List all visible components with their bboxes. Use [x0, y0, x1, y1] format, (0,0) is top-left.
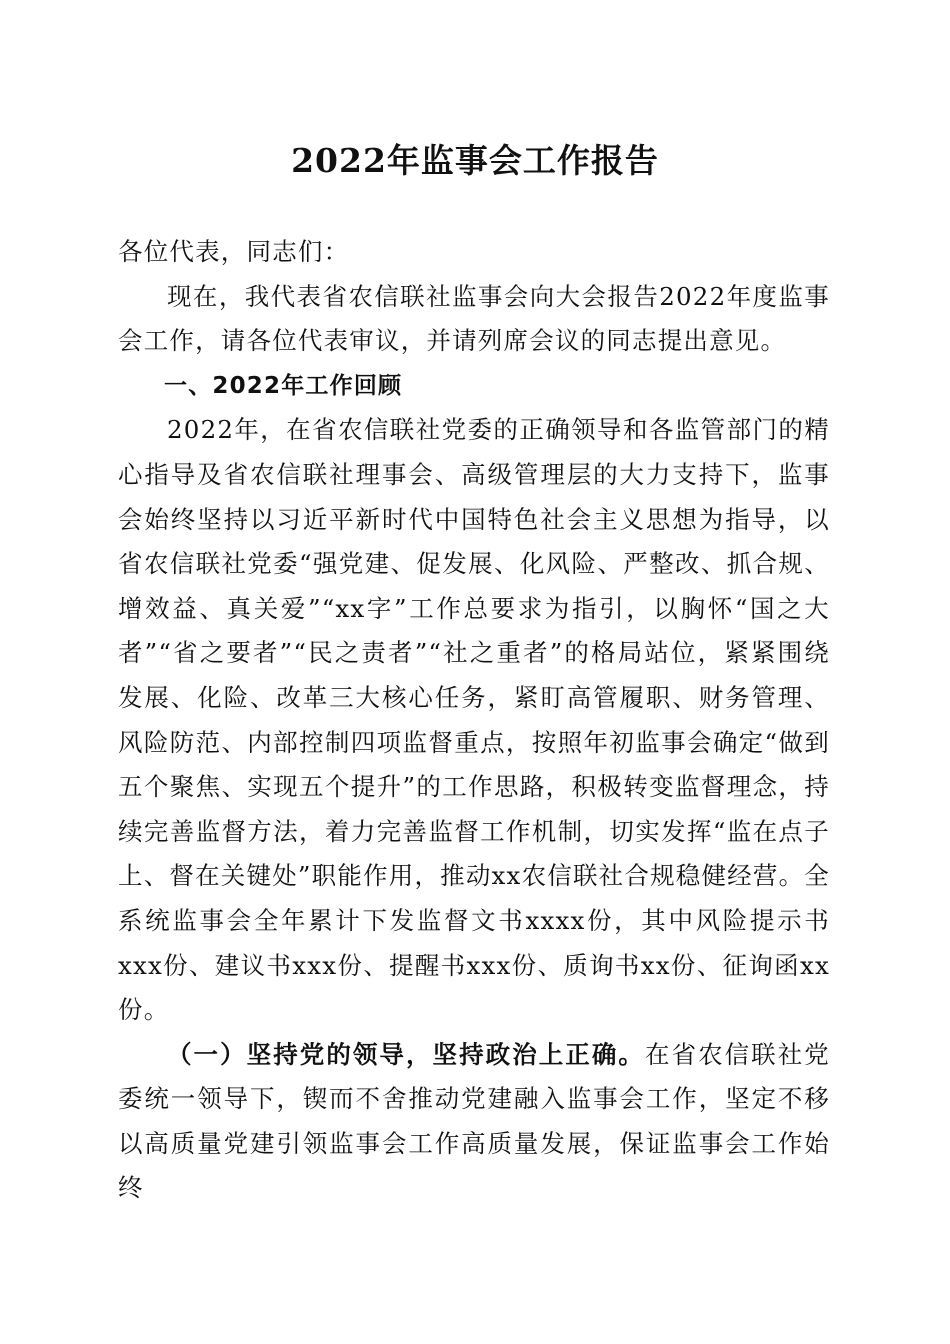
review-paragraph: 2022年，在省农信联社党委的正确领导和各监管部门的精心指导及省农信联社理事会、高级管理层的大力支持下，监事会始终坚持以习近平新时代中国特色社会主义思想为指导，以省农信联社党委“强党建、促发展、化风险、严整改、抓合规、增效益、真关爱”“xx字”工作总要求为指引，以胸怀“国之大者”“省之要者”“民之责者”“社之重者”的格局站位，紧紧围绕发展、化险、改革三大核心任务，紧盯高管履职、财务管理、风险防范、内部控制四项监督重点，按照年初监事会确定“做到五个聚焦、实现五个提升”的工作思路，积极转变监督理念，持续完善监督方法，着力完善监督工作机制，切实发挥“监在点子上、督在关键处”职能作用，推动xx农信联社合规稳健经营。全系统监事会全年累计下发监督文书xxxx份，其中风险提示书xxx份、建议书xxx份、提醒书xxx份、质询书xx份、征询函xx份。	[118, 415, 830, 1025]
document-body	[118, 230, 830, 1211]
section-heading: 一、2022年工作回顾	[164, 372, 403, 399]
subsection-text: 在省农信联社党委统一领导下，锲而不舍推动党建融入监事会工作，坚定不移以高质量党建引领监事会工作高质量发展，保证监事会工作始终	[118, 1039, 830, 1203]
subsection-paragraph	[118, 1033, 830, 1211]
intro-paragraph: 现在，我代表省农信联社监事会向大会报告2022年度监事会工作，请各位代表审议，并请列席会议的同志提出意见。	[118, 281, 830, 356]
subsection-heading: （一）坚持党的领导，坚持政治上正确。	[167, 1039, 645, 1069]
salutation: 各位代表，同志们：	[118, 237, 350, 266]
document-title: 2022年监事会工作报告	[291, 141, 659, 180]
